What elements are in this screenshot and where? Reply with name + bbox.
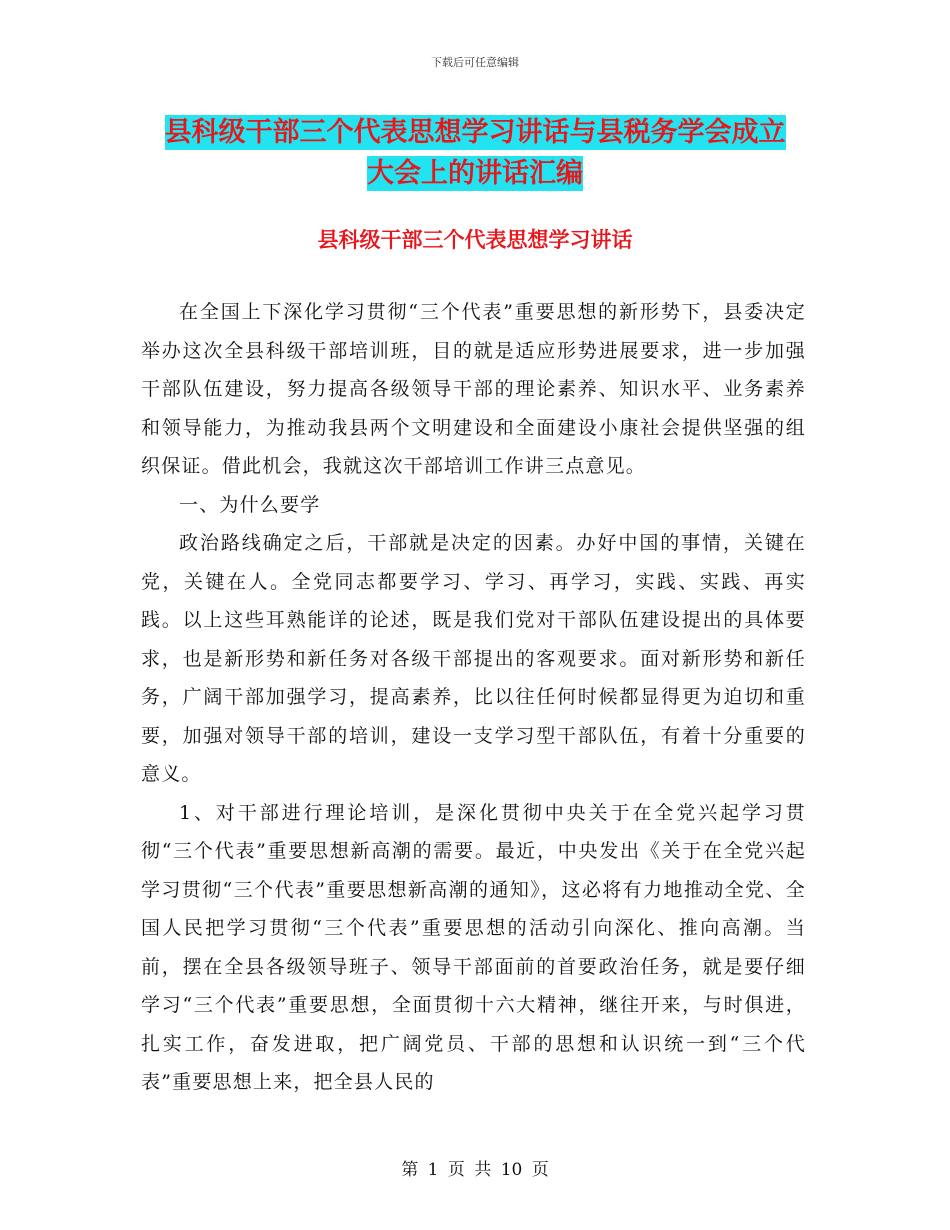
document-title-text-1: 县科级干部三个代表思想学习讲话与县税务学会成立 xyxy=(164,117,786,148)
document-title-text-2: 大会上的讲话汇编 xyxy=(367,158,583,189)
header-note: 下载后可任意编辑 xyxy=(431,56,519,69)
paragraph-intro: 在全国上下深化学习贯彻“三个代表”重要思想的新形势下，县委决定举办这次全县科级干部培训班，目的就是适应形势进展要求，进一步加强干部队伍建设，努力提高各级领导干部的理论素养、知识水平、业务素养和领导能力，为推动我县两个文明建设和全面建设小康社会提供坚强的组织保证。借此机会，我就这次干部培训工作讲三点意见。 xyxy=(141,301,806,477)
page-number: 第 1 页 共 10 页 xyxy=(401,1160,549,1180)
heading-why-learn: 一、为什么要学 xyxy=(179,493,321,516)
section-title: 县科级干部三个代表思想学习讲话 xyxy=(317,228,633,252)
paragraph-political-line: 政治路线确定之后，干部就是决定的因素。办好中国的事情，关键在党，关键在人。全党同志都要学习、学习、再学习，实践、实践、再实践。以上这些耳熟能详的论述，既是我们党对干部队伍建设提出的具体要求，也是新形势和新任务对各级干部提出的客观要求。面对新形势和新任务，广阔干部加强学习，提高素养，比以往任何时候都显得更为迫切和重要，加强对领导干部的培训，建设一支学习型干部队伍，有着十分重要的意义。 xyxy=(141,532,806,785)
paragraph-theory-training: 1、对干部进行理论培训，是深化贯彻中央关于在全党兴起学习贯彻“三个代表”重要思想新高潮的需要。最近，中央发出《关于在全党兴起学习贯彻“三个代表”重要思想新高潮的通知》，这必将有力地推动全党、全国人民把学习贯彻“三个代表”重要思想的活动引向深化、推向高潮。当前，摆在全县各级领导班子、领导干部面前的首要政治任务，就是要仔细学习“三个代表”重要思想，全面贯彻十六大精神，继往开来，与时俱进，扎实工作，奋发进取，把广阔党员、干部的思想和认识统一到“三个代表”重要思想上来，把全县人民的 xyxy=(141,801,806,1093)
document-body xyxy=(141,293,806,1102)
document-title-line-2 xyxy=(0,149,950,199)
